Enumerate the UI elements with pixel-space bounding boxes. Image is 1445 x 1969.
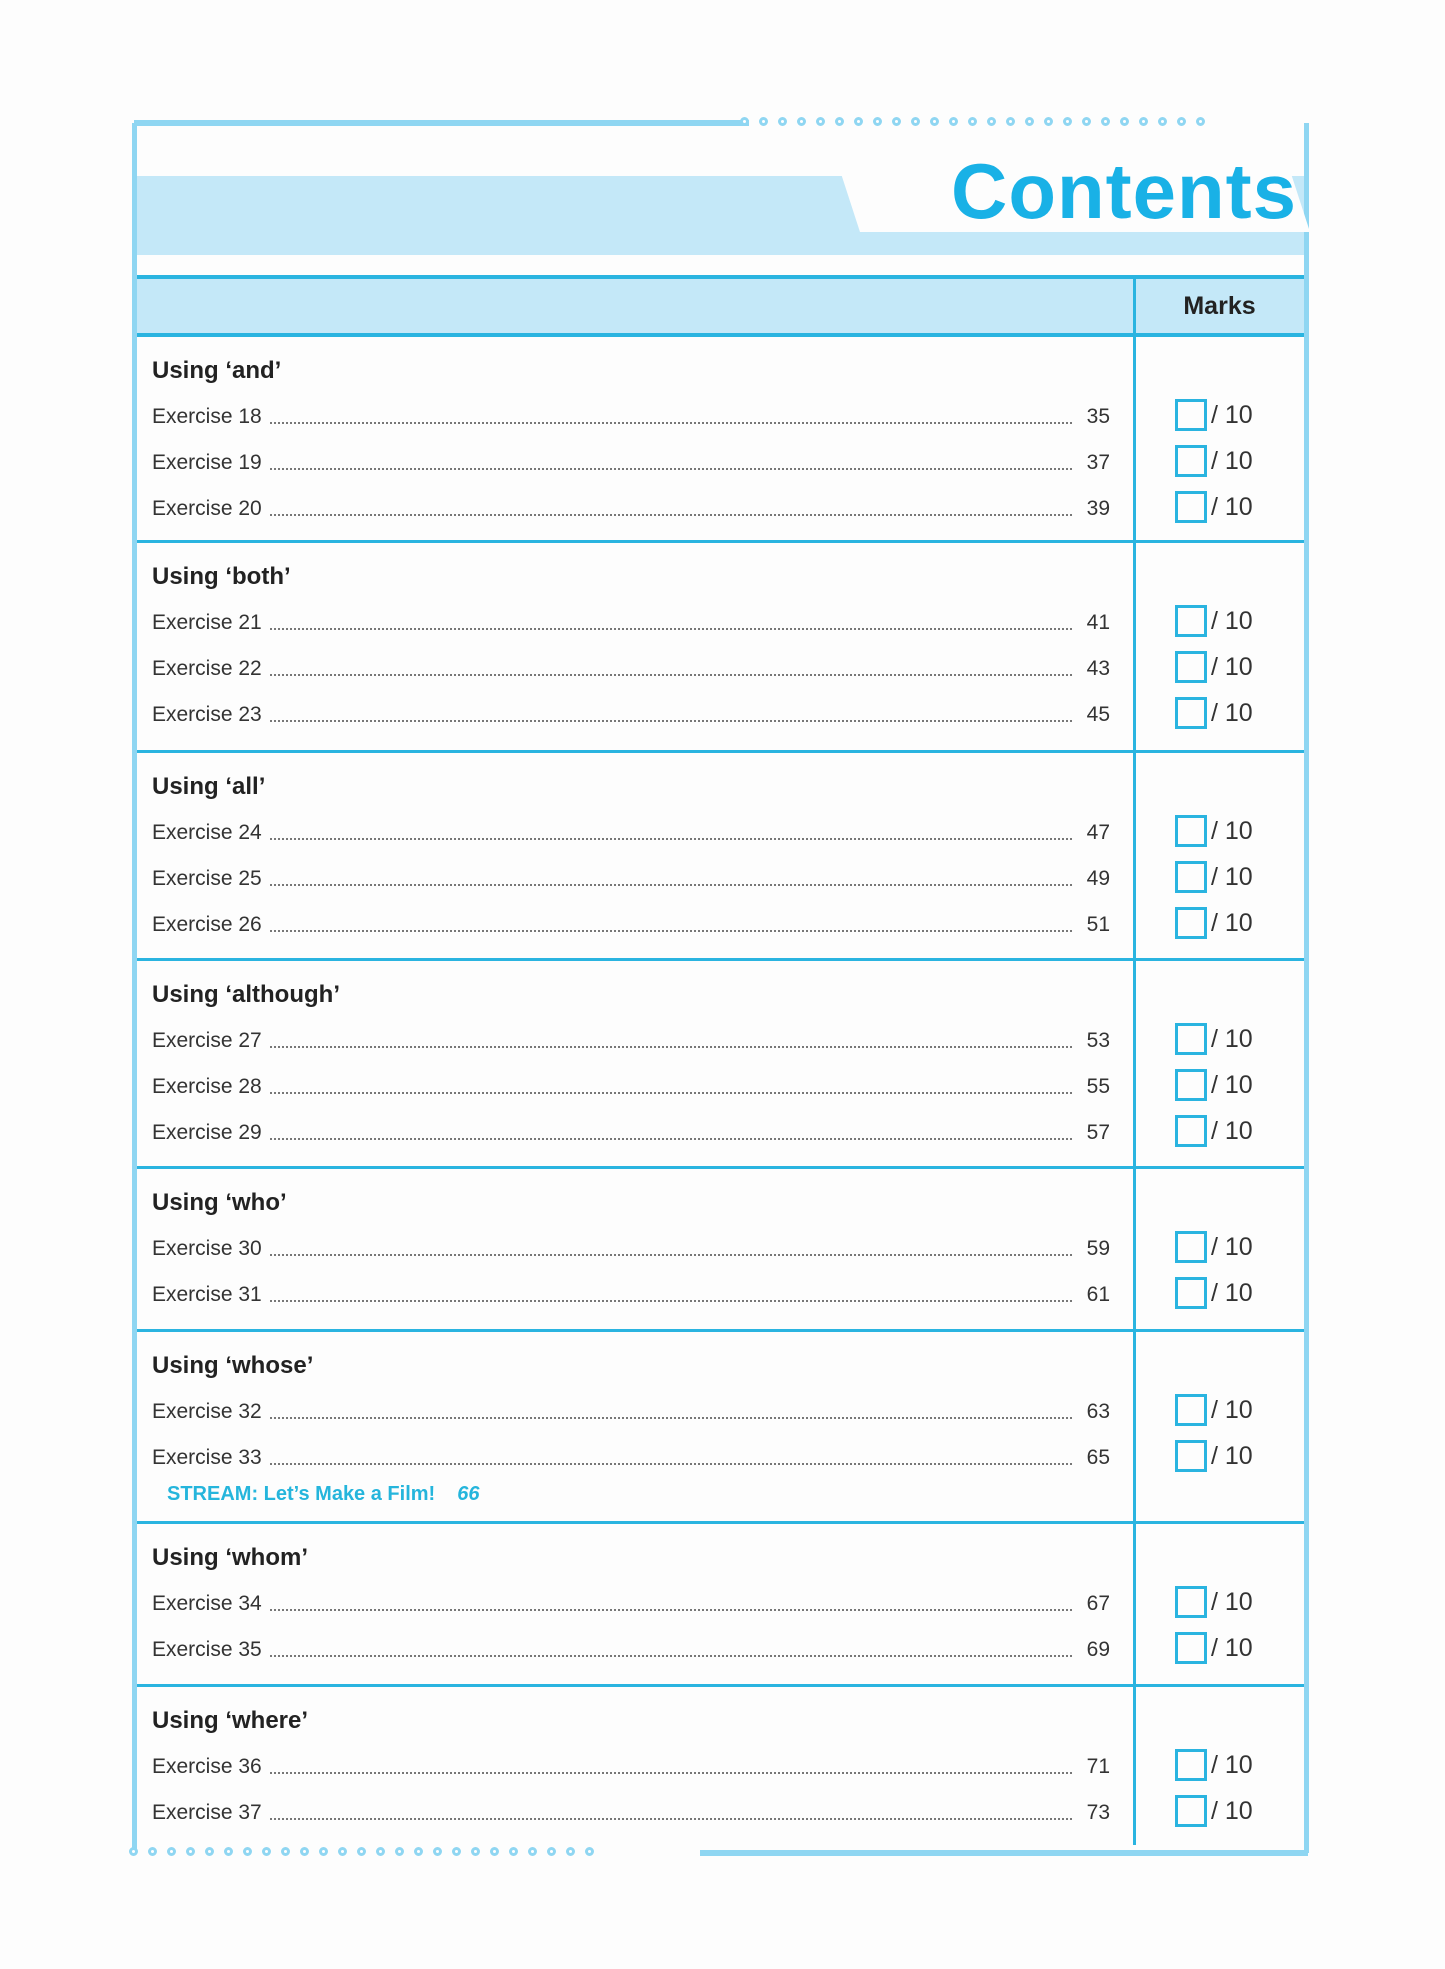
dot-leader: [270, 422, 1072, 424]
dot: [911, 117, 920, 126]
dot: [873, 117, 882, 126]
exercise-label: Exercise 32: [152, 1400, 262, 1423]
dot: [892, 117, 901, 126]
section-heading: Using ‘all’: [152, 773, 266, 800]
exercise-row[interactable]: [152, 1634, 1110, 1662]
page-number: 39: [1086, 497, 1110, 520]
marks-input-box[interactable]: [1175, 1586, 1207, 1618]
dot: [854, 117, 863, 126]
marks-total: / 10: [1211, 653, 1253, 681]
exercise-label: Exercise 21: [152, 611, 262, 634]
marks-header: Marks: [1183, 291, 1256, 320]
marks-input-box[interactable]: [1175, 1632, 1207, 1664]
marks-cell: [1175, 399, 1253, 431]
exercise-row[interactable]: [152, 1071, 1110, 1099]
marks-cell: [1175, 1632, 1253, 1664]
dot-leader: [270, 468, 1072, 470]
page-number: 47: [1086, 821, 1110, 844]
exercise-label: Exercise 24: [152, 821, 262, 844]
exercise-row[interactable]: [152, 1588, 1110, 1616]
exercise-row[interactable]: [152, 447, 1110, 475]
marks-cell: [1175, 445, 1253, 477]
exercise-row[interactable]: [152, 817, 1110, 845]
dot-leader: [270, 1092, 1072, 1094]
marks-total: / 10: [1211, 817, 1253, 845]
page-number: 57: [1086, 1121, 1110, 1144]
marks-total: / 10: [1211, 1442, 1253, 1470]
dot: [1101, 117, 1110, 126]
exercise-row[interactable]: [152, 1025, 1110, 1053]
exercise-label: Exercise 34: [152, 1592, 262, 1615]
marks-cell: [1175, 1440, 1253, 1472]
page-number: 61: [1086, 1283, 1110, 1306]
dot-leader: [270, 1818, 1072, 1820]
exercise-row[interactable]: [152, 1396, 1110, 1424]
marks-input-box[interactable]: [1175, 1749, 1207, 1781]
dot-leader: [270, 1772, 1072, 1774]
marks-total: / 10: [1211, 1071, 1253, 1099]
page-number: 73: [1086, 1801, 1110, 1824]
page-number: 43: [1086, 657, 1110, 680]
section: [137, 753, 1304, 961]
dot: [949, 117, 958, 126]
dot: [797, 117, 806, 126]
marks-total: / 10: [1211, 1279, 1253, 1307]
frame-right: [1304, 123, 1309, 1853]
exercise-label: Exercise 22: [152, 657, 262, 680]
section-heading: Using ‘where’: [152, 1707, 309, 1734]
dot: [1120, 117, 1129, 126]
dot: [816, 117, 825, 126]
exercise-label: Exercise 27: [152, 1029, 262, 1052]
exercise-label: Exercise 37: [152, 1801, 262, 1824]
marks-cell: [1175, 1795, 1253, 1827]
dot-leader: [270, 1254, 1072, 1256]
marks-input-box[interactable]: [1175, 1440, 1207, 1472]
dot: [1082, 117, 1091, 126]
page-number: 65: [1086, 1446, 1110, 1469]
dot-leader: [270, 1046, 1072, 1048]
marks-total: / 10: [1211, 1233, 1253, 1261]
exercise-label: Exercise 18: [152, 405, 262, 428]
frame-top: [134, 120, 749, 126]
page-number: 55: [1086, 1075, 1110, 1098]
marks-total: / 10: [1211, 1588, 1253, 1616]
marks-input-box[interactable]: [1175, 1231, 1207, 1263]
marks-total: / 10: [1211, 909, 1253, 937]
dot-border-top: [740, 117, 1205, 126]
marks-input-box[interactable]: [1175, 445, 1207, 477]
dot-leader: [270, 884, 1072, 886]
exercise-row[interactable]: [152, 1751, 1110, 1779]
dot-leader: [270, 720, 1072, 722]
marks-cell: [1175, 1394, 1253, 1426]
exercise-label: Exercise 33: [152, 1446, 262, 1469]
exercise-label: Exercise 26: [152, 913, 262, 936]
marks-input-box[interactable]: [1175, 1023, 1207, 1055]
page-number: 45: [1086, 703, 1110, 726]
section: [137, 1524, 1304, 1687]
exercise-row[interactable]: [152, 493, 1110, 521]
marks-total: / 10: [1211, 493, 1253, 521]
marks-total: / 10: [1211, 607, 1253, 635]
marks-total: / 10: [1211, 401, 1253, 429]
exercise-row[interactable]: [152, 1442, 1110, 1470]
marks-cell: [1175, 605, 1253, 637]
exercise-label: Exercise 30: [152, 1237, 262, 1260]
dot-leader: [270, 930, 1072, 932]
dot: [1006, 117, 1015, 126]
dot: [1158, 117, 1167, 126]
table-header: [137, 275, 1304, 337]
marks-input-box[interactable]: [1175, 1795, 1207, 1827]
section-heading: Using ‘whose’: [152, 1352, 314, 1379]
dot-leader: [270, 1655, 1072, 1657]
exercise-label: Exercise 29: [152, 1121, 262, 1144]
exercise-label: Exercise 36: [152, 1755, 262, 1778]
marks-total: / 10: [1211, 1797, 1253, 1825]
dot-leader: [270, 514, 1072, 516]
marks-input-box[interactable]: [1175, 1115, 1207, 1147]
dot: [778, 117, 787, 126]
dot: [835, 117, 844, 126]
page-number: 59: [1086, 1237, 1110, 1260]
dot: [968, 117, 977, 126]
section: [137, 1332, 1304, 1524]
dot-leader: [270, 1609, 1072, 1611]
page-number: 69: [1086, 1638, 1110, 1661]
dot: [930, 117, 939, 126]
page-number: 53: [1086, 1029, 1110, 1052]
section: [137, 337, 1304, 543]
exercise-row[interactable]: [152, 863, 1110, 891]
contents-table: [137, 337, 1304, 1857]
section: [137, 543, 1304, 753]
section-heading: Using ‘who’: [152, 1189, 287, 1216]
marks-cell: [1175, 491, 1253, 523]
exercise-row[interactable]: [152, 1233, 1110, 1261]
dot: [987, 117, 996, 126]
marks-cell: [1175, 1586, 1253, 1618]
exercise-label: Exercise 31: [152, 1283, 262, 1306]
page-number: 63: [1086, 1400, 1110, 1423]
marks-cell: [1175, 697, 1253, 729]
dot-leader: [270, 838, 1072, 840]
marks-total: / 10: [1211, 863, 1253, 891]
dot: [1139, 117, 1148, 126]
page-number: 35: [1086, 405, 1110, 428]
exercise-label: Exercise 28: [152, 1075, 262, 1098]
page-number: 37: [1086, 451, 1110, 474]
dot: [759, 117, 768, 126]
stream-page: 66: [457, 1483, 480, 1505]
stream-label: STREAM: Let’s Make a Film!: [167, 1483, 436, 1505]
marks-input-box[interactable]: [1175, 697, 1207, 729]
page-number: 67: [1086, 1592, 1110, 1615]
marks-total: / 10: [1211, 1396, 1253, 1424]
dot: [1025, 117, 1034, 126]
exercise-label: Exercise 25: [152, 867, 262, 890]
marks-total: / 10: [1211, 1751, 1253, 1779]
marks-input-box[interactable]: [1175, 651, 1207, 683]
exercise-label: Exercise 19: [152, 451, 262, 474]
exercise-row[interactable]: [152, 607, 1110, 635]
exercise-row[interactable]: [152, 1797, 1110, 1825]
section: [137, 1169, 1304, 1332]
exercise-label: Exercise 23: [152, 703, 262, 726]
marks-cell: [1175, 861, 1253, 893]
marks-cell: [1175, 651, 1253, 683]
dot: [740, 117, 749, 126]
marks-total: / 10: [1211, 1634, 1253, 1662]
stream-link[interactable]: [167, 1482, 479, 1506]
marks-cell: [1175, 1023, 1253, 1055]
marks-input-box[interactable]: [1175, 815, 1207, 847]
section: [137, 961, 1304, 1169]
marks-input-box[interactable]: [1175, 1277, 1207, 1309]
section-heading: Using ‘and’: [152, 357, 282, 384]
section-heading: Using ‘whom’: [152, 1544, 308, 1571]
section-heading: Using ‘both’: [152, 563, 291, 590]
dot: [1196, 117, 1205, 126]
section-heading: Using ‘although’: [152, 981, 340, 1008]
exercise-label: Exercise 35: [152, 1638, 262, 1661]
marks-input-box[interactable]: [1175, 907, 1207, 939]
marks-total: / 10: [1211, 1117, 1253, 1145]
marks-cell: [1175, 1069, 1253, 1101]
page-number: 49: [1086, 867, 1110, 890]
dot-leader: [270, 1417, 1072, 1419]
dot: [1044, 117, 1053, 126]
marks-total: / 10: [1211, 1025, 1253, 1053]
page-title: Contents: [951, 147, 1297, 235]
marks-input-box[interactable]: [1175, 1069, 1207, 1101]
exercise-row[interactable]: [152, 1117, 1110, 1145]
dot-leader: [270, 1463, 1072, 1465]
marks-cell: [1175, 1277, 1253, 1309]
marks-cell: [1175, 815, 1253, 847]
exercise-row[interactable]: [152, 699, 1110, 727]
marks-cell: [1175, 1749, 1253, 1781]
section: [137, 1687, 1304, 1857]
marks-cell: [1175, 907, 1253, 939]
marks-cell: [1175, 1231, 1253, 1263]
marks-total: / 10: [1211, 699, 1253, 727]
page-number: 51: [1086, 913, 1110, 936]
page-number: 71: [1086, 1755, 1110, 1778]
dot-leader: [270, 1138, 1072, 1140]
exercise-row[interactable]: [152, 401, 1110, 429]
marks-input-box[interactable]: [1175, 1394, 1207, 1426]
marks-input-box[interactable]: [1175, 491, 1207, 523]
exercise-row[interactable]: [152, 1279, 1110, 1307]
dot-leader: [270, 1300, 1072, 1302]
marks-input-box[interactable]: [1175, 399, 1207, 431]
marks-total: / 10: [1211, 447, 1253, 475]
page-number: 41: [1086, 611, 1110, 634]
dot: [1063, 117, 1072, 126]
exercise-row[interactable]: [152, 909, 1110, 937]
dot: [1177, 117, 1186, 126]
dot-leader: [270, 628, 1072, 630]
dot-leader: [270, 674, 1072, 676]
exercise-label: Exercise 20: [152, 497, 262, 520]
exercise-row[interactable]: [152, 653, 1110, 681]
marks-cell: [1175, 1115, 1253, 1147]
marks-input-box[interactable]: [1175, 605, 1207, 637]
marks-input-box[interactable]: [1175, 861, 1207, 893]
